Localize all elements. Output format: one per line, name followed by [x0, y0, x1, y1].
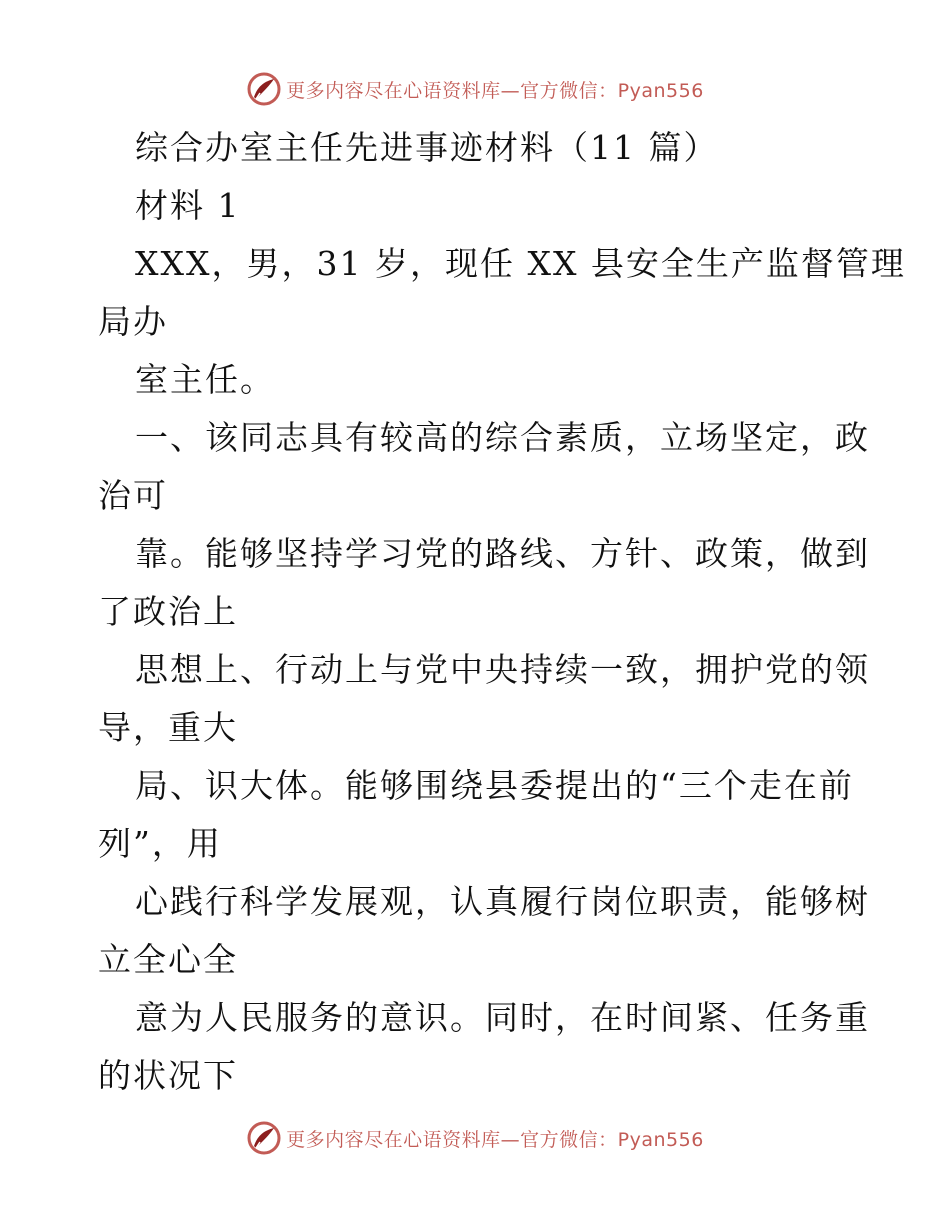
- paragraph-line: XXX，男，31 岁，现任 XX 县安全生产监督管理: [135, 244, 906, 283]
- paragraph-line: 立全心全: [98, 940, 238, 979]
- section-label: 材料 1: [135, 186, 241, 225]
- paragraph-line: 列”，用: [98, 824, 222, 863]
- paragraph-line: 室主任。: [135, 360, 275, 399]
- paragraph-line: 了政治上: [98, 592, 238, 631]
- paragraph-line: 局、识大体。能够围绕县委提出的“三个走在前: [135, 766, 854, 805]
- paragraph-line: 意为人民服务的意识。同时，在时间紧、任务重: [135, 998, 870, 1037]
- paragraph-line: 的状况下: [98, 1056, 238, 1095]
- paragraph-line: 一、该同志具有较高的综合素质，立场坚定，政: [135, 418, 870, 457]
- paragraph-line: 靠。能够坚持学习党的路线、方针、政策，做到: [135, 534, 870, 573]
- pen-logo-icon: [246, 71, 282, 107]
- header-watermark: [0, 69, 950, 109]
- paragraph-line: 局办: [98, 302, 168, 341]
- paragraph-line: 思想上、行动上与党中央持续一致，拥护党的领: [135, 650, 870, 689]
- paragraph-line: 导，重大: [98, 708, 238, 747]
- watermark-text: 更多内容尽在心语资料库—官方微信：Pyan556: [286, 79, 704, 102]
- pen-logo-icon: [246, 1120, 282, 1156]
- paragraph-line: 心践行科学发展观，认真履行岗位职责，能够树: [135, 882, 870, 921]
- paragraph-line: 治可: [98, 476, 168, 515]
- watermark-text: 更多内容尽在心语资料库—官方微信：Pyan556: [286, 1128, 704, 1151]
- document-title: 综合办室主任先进事迹材料（11 篇）: [135, 128, 719, 167]
- footer-watermark: [0, 1118, 950, 1158]
